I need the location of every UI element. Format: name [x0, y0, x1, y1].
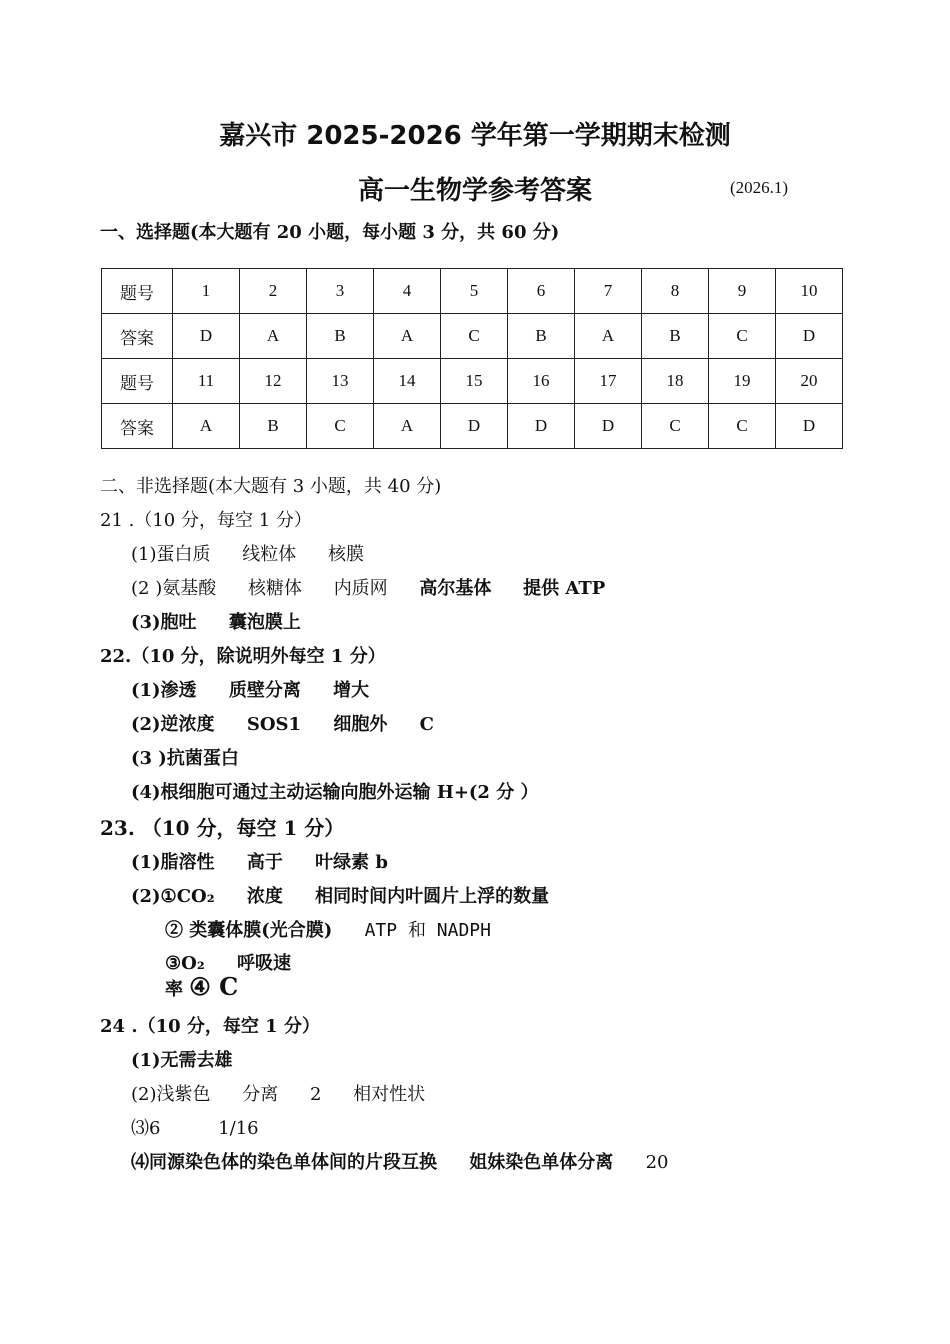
question-number: 12	[240, 359, 307, 404]
answer-text: (2)逆浓度	[131, 714, 215, 735]
question-number: 5	[441, 269, 508, 314]
q24-title: 24 .（10 分，每空 1 分）	[100, 1016, 320, 1037]
answer-text: 核糖体	[247, 578, 302, 599]
answer-text: (1)脂溶性	[131, 852, 215, 873]
answer-text: 呼吸速	[236, 953, 291, 974]
answer-text: 线粒体	[242, 544, 297, 565]
table-row	[102, 404, 843, 449]
q21-title: 21 .（10 分，每空 1 分）	[100, 510, 312, 531]
answer-text: (3)胞吐	[131, 612, 197, 633]
answer-cell: D	[173, 314, 240, 359]
answer-text: 2	[309, 1084, 322, 1105]
answer-text: ④ C	[189, 972, 239, 1001]
answer-text: (2)浅紫色	[131, 1084, 211, 1105]
q24-line2	[131, 1080, 425, 1106]
question-number: 20	[776, 359, 843, 404]
answer-text: 提供 ATP	[523, 578, 606, 599]
question-number: 11	[173, 359, 240, 404]
answer-text: 姐妹染色单体分离	[469, 1152, 614, 1173]
q22-line3: (3 )抗菌蛋白	[131, 748, 239, 769]
answer-text: 分离	[242, 1084, 279, 1105]
q24-line3	[131, 1114, 259, 1140]
answer-cell: C	[642, 404, 709, 449]
answer-cell: C	[709, 314, 776, 359]
q21-line3	[131, 608, 301, 634]
answer-text: (2)①CO₂	[131, 886, 215, 907]
question-number: 8	[642, 269, 709, 314]
answer-text: 高尔基体	[419, 578, 492, 599]
answer-text: 增大	[333, 680, 370, 701]
q23-line5	[165, 972, 238, 1001]
answer-text: 叶绿素 b	[315, 852, 388, 873]
q23-line2	[131, 882, 549, 908]
row-label: 答案	[102, 314, 173, 359]
answer-text: SOS1	[246, 714, 302, 735]
answer-text: 1/16	[218, 1118, 259, 1139]
section1-heading: 一、选择题(本大题有 20 小题，每小题 3 分，共 60 分)	[100, 222, 560, 243]
q21-line2	[131, 574, 605, 600]
question-number: 15	[441, 359, 508, 404]
question-number: 18	[642, 359, 709, 404]
q23-line1	[131, 848, 388, 874]
q23-line3	[165, 916, 491, 942]
row-label: 答案	[102, 404, 173, 449]
answer-text: 20	[645, 1152, 669, 1173]
answer-text: ② 类囊体膜(光合膜)	[165, 920, 333, 941]
answer-cell: D	[441, 404, 508, 449]
answer-text: 相同时间内叶圆片上浮的数量	[315, 886, 550, 907]
answer-cell: A	[240, 314, 307, 359]
answer-table	[101, 268, 843, 449]
answer-cell: A	[575, 314, 642, 359]
table-row	[102, 359, 843, 404]
question-number: 13	[307, 359, 374, 404]
q22-line2	[131, 710, 434, 736]
q24-line1: (1)无需去雄	[131, 1050, 233, 1071]
answer-cell: A	[374, 404, 441, 449]
question-number: 6	[508, 269, 575, 314]
answer-cell: A	[374, 314, 441, 359]
question-number: 3	[307, 269, 374, 314]
table-row	[102, 314, 843, 359]
q22-line4: (4)根细胞可通过主动运输向胞外运输 H+(2 分 ）	[131, 782, 539, 803]
answer-text: ⑷同源染色体的染色单体间的片段互换	[131, 1152, 437, 1173]
answer-cell: D	[508, 404, 575, 449]
answer-text: 囊泡膜上	[228, 612, 301, 633]
answer-text: (1)蛋白质	[131, 544, 211, 565]
question-number: 10	[776, 269, 843, 314]
question-number: 17	[575, 359, 642, 404]
answer-cell: C	[709, 404, 776, 449]
answer-text: (1)渗透	[131, 680, 197, 701]
q23-title: 23. （10 分，每空 1 分）	[100, 816, 345, 840]
answer-text: (2 )氨基酸	[131, 578, 217, 599]
answer-text: 质壁分离	[228, 680, 301, 701]
question-number: 16	[508, 359, 575, 404]
question-number: 19	[709, 359, 776, 404]
row-label: 题号	[102, 269, 173, 314]
question-number: 1	[173, 269, 240, 314]
answer-text: 浓度	[246, 886, 283, 907]
answer-cell: A	[173, 404, 240, 449]
answer-text: 高于	[246, 852, 283, 873]
document-date: (2026.1)	[730, 178, 789, 197]
q22-title: 22.（10 分，除说明外每空 1 分）	[100, 646, 386, 667]
row-label: 题号	[102, 359, 173, 404]
question-number: 4	[374, 269, 441, 314]
answer-cell: D	[575, 404, 642, 449]
section2-heading: 二、非选择题(本大题有 3 小题，共 40 分)	[100, 476, 442, 497]
document-title: 嘉兴市 2025-2026 学年第一学期期末检测	[219, 121, 731, 151]
answer-cell: C	[441, 314, 508, 359]
question-number: 7	[575, 269, 642, 314]
answer-cell: B	[642, 314, 709, 359]
q22-line1	[131, 676, 369, 702]
answer-cell: D	[776, 314, 843, 359]
answer-text: 核膜	[327, 544, 364, 565]
answer-text: ③O₂	[165, 953, 205, 974]
document-subtitle: 高一生物学参考答案	[357, 176, 592, 206]
answer-text: ATP 和 NADPH	[364, 920, 491, 941]
answer-cell: B	[508, 314, 575, 359]
question-number: 14	[374, 359, 441, 404]
q24-line4	[131, 1148, 668, 1174]
answer-cell: B	[240, 404, 307, 449]
answer-cell: C	[307, 404, 374, 449]
question-number: 9	[709, 269, 776, 314]
answer-cell: B	[307, 314, 374, 359]
q21-line1	[131, 540, 364, 566]
answer-text: C	[419, 714, 434, 735]
answer-text: 内质网	[333, 578, 388, 599]
table-row	[102, 269, 843, 314]
answer-text: 率	[165, 979, 183, 1000]
answer-text: 细胞外	[333, 714, 388, 735]
answer-cell: D	[776, 404, 843, 449]
answer-text: ⑶6	[131, 1118, 161, 1139]
answer-text: 相对性状	[353, 1084, 426, 1105]
question-number: 2	[240, 269, 307, 314]
